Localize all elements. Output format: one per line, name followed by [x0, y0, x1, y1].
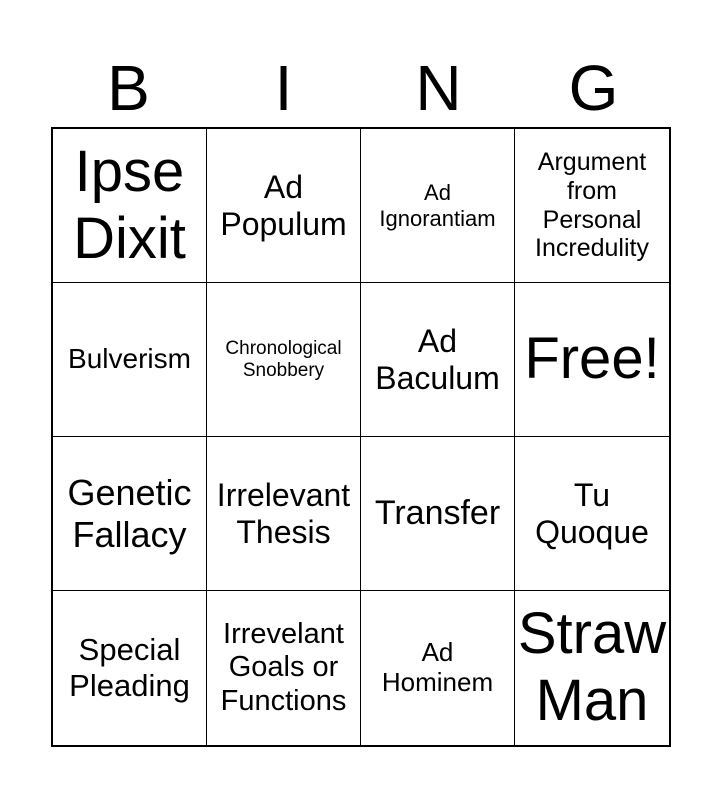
- bingo-cell-label: Ad Populum: [220, 168, 347, 242]
- bingo-cell-label: Free!: [524, 326, 660, 392]
- bingo-cell[interactable]: [361, 283, 515, 437]
- bingo-grid: [51, 127, 671, 747]
- bingo-cell[interactable]: [361, 437, 515, 591]
- header-letter-i: I: [274, 52, 293, 124]
- bingo-cell-label: Chronological Snobbery: [225, 337, 342, 381]
- bingo-cell[interactable]: [53, 129, 207, 283]
- header-letter-n: N: [415, 52, 462, 124]
- bingo-cell-label: Genetic Fallacy: [67, 472, 192, 555]
- bingo-cell-label: Ipse Dixit: [73, 138, 186, 271]
- bingo-cell-label: Ad Ignorantiam: [379, 180, 496, 231]
- bingo-cell[interactable]: [515, 591, 669, 745]
- bingo-cell-label: Transfer: [374, 493, 501, 532]
- bingo-cell[interactable]: [53, 591, 207, 745]
- bingo-cell-label: Bulverism: [68, 343, 191, 375]
- bingo-cell[interactable]: [53, 437, 207, 591]
- bingo-cell[interactable]: [53, 283, 207, 437]
- bingo-cell-label: Special Pleading: [69, 632, 190, 703]
- bingo-cell[interactable]: [361, 591, 515, 745]
- bingo-cell-label: Irrelevant Thesis: [216, 476, 351, 550]
- bingo-cell-label: Straw Man: [517, 601, 667, 733]
- bingo-cell[interactable]: [207, 437, 361, 591]
- header-letter-g: G: [568, 52, 619, 124]
- bingo-cell[interactable]: [515, 283, 669, 437]
- bingo-cell-label: Ad Hominem: [381, 637, 494, 697]
- bingo-cell[interactable]: [207, 591, 361, 745]
- bingo-cell-label: Irrevelant Goals or Functions: [220, 617, 347, 717]
- bingo-cell[interactable]: [207, 129, 361, 283]
- bingo-cell[interactable]: [515, 129, 669, 283]
- bingo-cell[interactable]: [361, 129, 515, 283]
- bingo-cell[interactable]: [207, 283, 361, 437]
- bingo-cell-label: Tu Quoque: [535, 476, 649, 550]
- bingo-header: [51, 52, 671, 124]
- bingo-cell-label: Argument from Personal Incredulity: [535, 148, 649, 263]
- header-letter-b: B: [107, 52, 150, 124]
- bingo-cell-label: Ad Baculum: [375, 322, 500, 396]
- bingo-cell[interactable]: [515, 437, 669, 591]
